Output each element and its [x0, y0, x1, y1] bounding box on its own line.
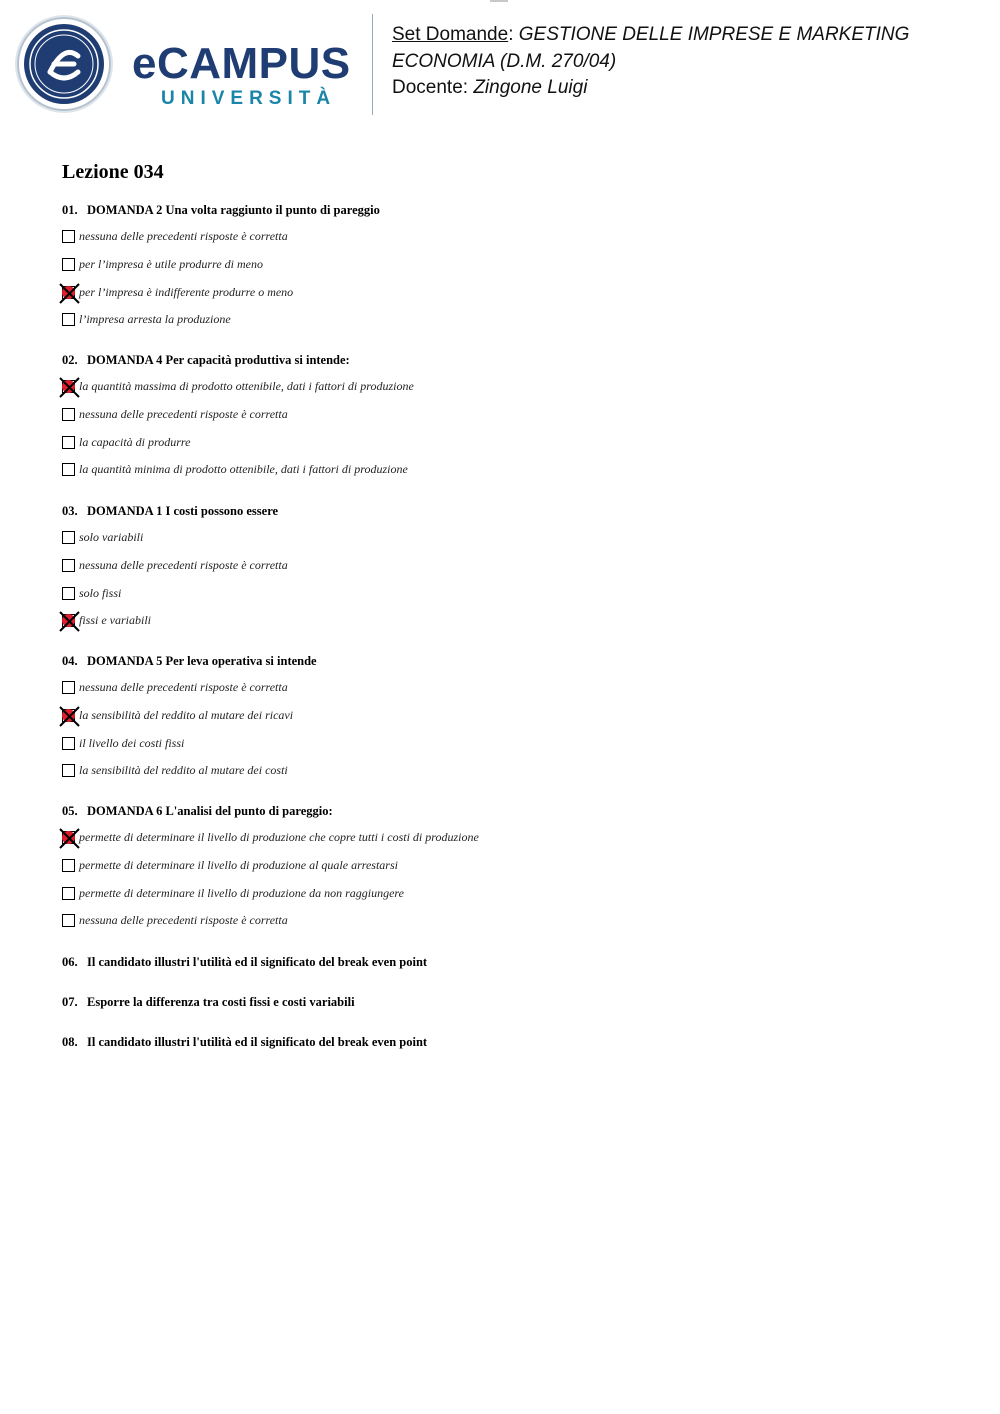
option-label: la sensibilità del reddito al mutare dei costi: [79, 763, 288, 777]
checkbox[interactable]: [62, 463, 75, 476]
x-mark-icon: [59, 828, 80, 849]
option-label: nessuna delle precedenti risposte è corretta: [79, 407, 288, 421]
answer-option[interactable]: [62, 434, 190, 450]
question-number: 03.: [62, 504, 78, 518]
answer-option[interactable]: [62, 707, 293, 723]
option-label: la quantità minima di prodotto ottenibile, dati i fattori di produzione: [79, 462, 408, 476]
option-label: nessuna delle precedenti risposte è corretta: [79, 913, 288, 927]
question-text: DOMANDA 2 Una volta raggiunto il punto di pareggio: [87, 203, 380, 217]
set-colon: :: [508, 24, 519, 45]
checkbox[interactable]: [62, 559, 75, 572]
checkbox-checked[interactable]: [62, 831, 75, 844]
header-divider: [372, 14, 373, 115]
checkbox-checked[interactable]: [62, 380, 75, 393]
ecampus-seal-icon: [14, 14, 114, 114]
page-marker: [490, 0, 508, 2]
option-label: l’impresa arresta la produzione: [79, 312, 231, 326]
x-mark-icon: [59, 377, 80, 398]
checkbox[interactable]: [62, 258, 75, 271]
answer-option[interactable]: [62, 256, 263, 272]
checkbox[interactable]: [62, 313, 75, 326]
course-title-1: GESTIONE DELLE IMPRESE E MARKETING: [518, 24, 910, 45]
option-label: la quantità massima di prodotto ottenibile, dati i fattori di produzione: [79, 379, 414, 393]
open-question: [62, 954, 427, 970]
logo-subtext: UNIVERSITÀ: [161, 88, 337, 109]
docente-line: [392, 75, 982, 102]
answer-option[interactable]: [62, 762, 288, 778]
answer-option[interactable]: [62, 679, 288, 695]
question-number: 01.: [62, 203, 78, 217]
lesson-title: Lezione 034: [62, 161, 164, 183]
answer-option[interactable]: [62, 857, 398, 873]
option-label: permette di determinare il livello di produzione da non raggiungere: [79, 886, 404, 900]
answer-option[interactable]: [62, 885, 404, 901]
x-mark-icon: [59, 283, 80, 304]
checkbox[interactable]: [62, 531, 75, 544]
question-title: [62, 352, 350, 368]
question-title: [62, 503, 278, 519]
option-label: permette di determinare il livello di produzione che copre tutti i costi di produzione: [79, 830, 479, 844]
checkbox[interactable]: [62, 408, 75, 421]
checkbox-checked[interactable]: [62, 709, 75, 722]
question-title: [62, 803, 333, 819]
answer-option[interactable]: [62, 311, 231, 327]
ecampus-logo: [14, 14, 359, 114]
x-mark-icon: [59, 706, 80, 727]
answer-option[interactable]: [62, 378, 414, 394]
checkbox[interactable]: [62, 436, 75, 449]
question-text: DOMANDA 4 Per capacità produttiva si intende:: [87, 353, 350, 367]
checkbox[interactable]: [62, 764, 75, 777]
option-label: la capacità di produrre: [79, 435, 191, 449]
answer-option[interactable]: [62, 585, 121, 601]
checkbox[interactable]: [62, 681, 75, 694]
option-label: solo variabili: [79, 530, 144, 544]
header-info: [392, 22, 982, 102]
option-label: per l’impresa è indifferente produrre o meno: [79, 285, 294, 299]
answer-option[interactable]: [62, 461, 408, 477]
course-line-1: [392, 22, 982, 49]
checkbox[interactable]: [62, 887, 75, 900]
checkbox[interactable]: [62, 587, 75, 600]
answer-option[interactable]: [62, 228, 288, 244]
option-label: per l’impresa è utile produrre di meno: [79, 257, 263, 271]
x-mark-icon: [59, 611, 80, 632]
option-label: solo fissi: [79, 586, 122, 600]
question-text: DOMANDA 5 Per leva operativa si intende: [87, 654, 317, 668]
option-label: nessuna delle precedenti risposte è corretta: [79, 680, 288, 694]
question-text: Esporre la differenza tra costi fissi e costi variabili: [87, 995, 355, 1009]
question-text: Il candidato illustri l'utilità ed il significato del break even point: [87, 955, 428, 969]
question-number: 07.: [62, 995, 78, 1009]
course-title-2: ECONOMIA (D.M. 270/04): [392, 50, 617, 72]
docente-label: Docente:: [392, 77, 474, 98]
question-title: [62, 202, 380, 218]
answer-option[interactable]: [62, 829, 479, 845]
answer-option[interactable]: [62, 406, 288, 422]
question-number: 08.: [62, 1035, 78, 1049]
option-label: la sensibilità del reddito al mutare dei ricavi: [79, 708, 294, 722]
question-number: 04.: [62, 654, 78, 668]
checkbox-checked[interactable]: [62, 286, 75, 299]
question-text: Il candidato illustri l'utilità ed il significato del break even point: [87, 1035, 428, 1049]
open-question: [62, 994, 355, 1010]
answer-option[interactable]: [62, 529, 143, 545]
checkbox[interactable]: [62, 230, 75, 243]
answer-option[interactable]: [62, 612, 151, 628]
question-text: DOMANDA 6 L'analisi del punto di pareggio:: [87, 804, 333, 818]
checkbox[interactable]: [62, 914, 75, 927]
logo-wordmark: eCAMPUS: [132, 39, 351, 88]
option-label: nessuna delle precedenti risposte è corretta: [79, 229, 288, 243]
question-number: 05.: [62, 804, 78, 818]
checkbox-checked[interactable]: [62, 614, 75, 627]
docente-name: Zingone Luigi: [473, 77, 588, 98]
question-number: 02.: [62, 353, 78, 367]
question-text: DOMANDA 1 I costi possono essere: [87, 504, 279, 518]
option-label: nessuna delle precedenti risposte è corretta: [79, 558, 288, 572]
question-number: 06.: [62, 955, 78, 969]
option-label: permette di determinare il livello di produzione al quale arrestarsi: [79, 858, 398, 872]
answer-option[interactable]: [62, 735, 184, 751]
answer-option[interactable]: [62, 284, 293, 300]
option-label: il livello dei costi fissi: [79, 736, 185, 750]
answer-option[interactable]: [62, 912, 288, 928]
checkbox[interactable]: [62, 859, 75, 872]
answer-option[interactable]: [62, 557, 288, 573]
question-title: [62, 653, 317, 669]
set-label: Set Domande: [392, 24, 509, 45]
open-question: [62, 1034, 427, 1050]
checkbox[interactable]: [62, 737, 75, 750]
option-label: fissi e variabili: [79, 613, 151, 627]
